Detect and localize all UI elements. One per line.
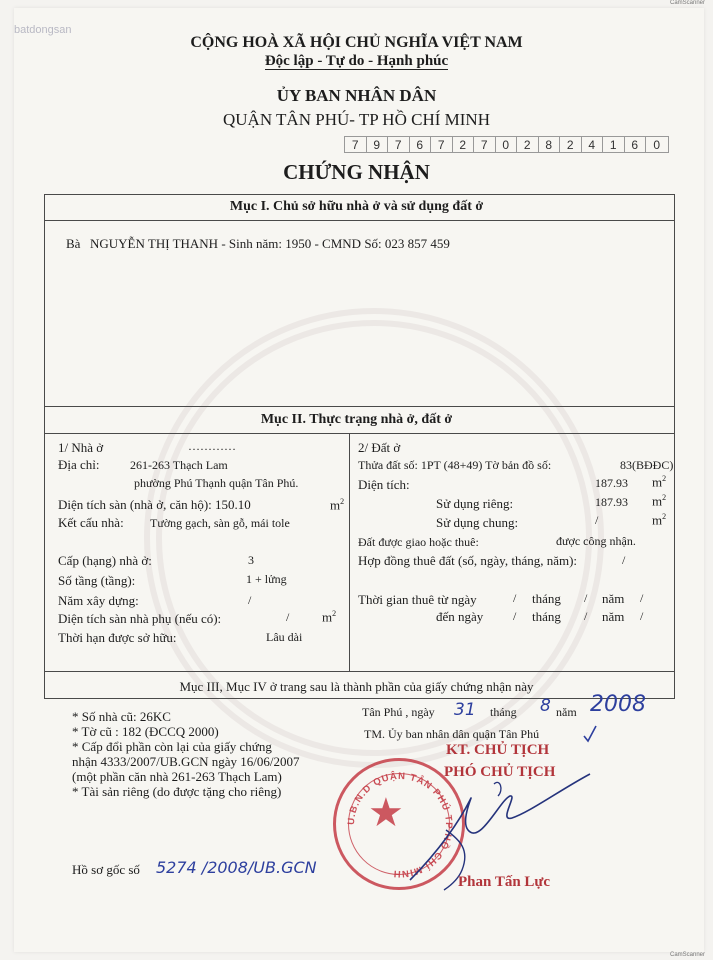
- lease-to-month-label: tháng: [532, 609, 561, 624]
- sign-tm-line: TM. Ủy ban nhân dân quận Tân Phú: [364, 727, 540, 741]
- scanner-label-top: CamScanner: [669, 0, 705, 6]
- house-grade-label: Cấp (hạng) nhà ở:: [58, 553, 152, 568]
- serial-digit: 4: [582, 137, 604, 152]
- land-private-unit: $m^2$: [652, 493, 667, 509]
- land-lease-value: /: [622, 553, 626, 567]
- serial-digit: 1: [603, 137, 625, 152]
- stamp-text: U.B.N.D QUẬN TÂN PHÚ TP HỒ CHÍ MINH: [345, 770, 455, 880]
- lease-to-label: đến ngày: [436, 609, 484, 624]
- serial-digit: 7: [388, 137, 410, 152]
- land-allocation-value: được công nhận.: [556, 534, 636, 548]
- divider: [45, 406, 674, 407]
- note-line: * Số nhà cũ: 26KC: [72, 709, 171, 724]
- house-term-label: Thời hạn được sở hữu:: [58, 630, 177, 645]
- note-line: (một phần căn nhà 261-263 Thạch Lam): [72, 769, 282, 784]
- note-line: * Tài sản riêng (do được tặng cho riêng): [72, 784, 282, 799]
- land-private-label: Sử dụng riêng:: [436, 496, 514, 511]
- note-line: nhận 4333/2007/UB.GCN ngày 16/06/2007: [72, 754, 300, 769]
- lease-from-day: /: [513, 591, 517, 605]
- house-address-label: Địa chỉ:: [58, 457, 100, 472]
- land-allocation-label: Đất được giao hoặc thuê:: [358, 535, 479, 549]
- note-line: * Tờ cũ : 182 (ĐCCQ 2000): [72, 724, 219, 739]
- divider: [45, 671, 674, 672]
- agency-title: ỦY BAN NHÂN DÂN: [276, 86, 437, 105]
- house-aux-area-unit: $m^2$: [322, 609, 337, 625]
- owner-prefix: Bà: [66, 236, 81, 251]
- land-private-value: 187.93: [595, 495, 628, 509]
- house-floor-area-unit: $m^2$: [330, 497, 345, 513]
- lease-to-day: /: [513, 609, 517, 623]
- sign-month: 8: [540, 696, 551, 716]
- sign-day: 31: [454, 700, 476, 720]
- serial-number: [344, 136, 669, 153]
- serial-digit: 0: [496, 137, 518, 152]
- lease-from-month-label: tháng: [532, 591, 561, 606]
- serial-digit: 8: [539, 137, 561, 152]
- house-floor-area: [58, 497, 251, 513]
- section-footer-note: Mục III, Mục IV ở trang sau là thành phần của giấy chứng nhận này: [179, 679, 534, 694]
- column-divider: [349, 433, 350, 671]
- watermark-logo: batdongsan: [14, 24, 72, 36]
- land-shared-label: Sử dụng chung:: [436, 515, 519, 530]
- land-parcel-value: 83(BĐĐC): [620, 458, 674, 472]
- land-shared-value: /: [595, 513, 599, 527]
- house-aux-area-label: Diện tích sàn nhà phụ (nếu có):: [58, 611, 222, 626]
- section1-heading: Mục I. Chủ sở hữu nhà ở và sử dụng đất ở: [229, 199, 484, 214]
- house-term-value: Lâu dài: [266, 630, 303, 644]
- house-floors-label: Số tầng (tầng):: [58, 573, 136, 588]
- sign-year-label: năm: [556, 705, 577, 719]
- nation-title: CỘNG HOÀ XÃ HỘI CHỦ NGHĨA VIỆT NAM: [190, 34, 523, 51]
- motto: [0, 53, 713, 70]
- checkmark-icon: [582, 724, 598, 744]
- serial-digit: 6: [625, 137, 647, 152]
- lease-to-year-label: năm: [602, 609, 625, 624]
- sign-place: Tân Phú , ngày: [362, 705, 435, 719]
- land-title: 2/ Đất ở: [358, 440, 401, 455]
- signer-name: Phan Tấn Lực: [458, 874, 551, 890]
- lease-to-year: /: [640, 609, 644, 623]
- divider: [45, 433, 674, 434]
- district-title: QUẬN TÂN PHÚ- TP HỒ CHÍ MINH: [223, 110, 490, 129]
- record-value: 5274 /2008/UB.GCN: [156, 858, 317, 877]
- land-lease-label: Hợp đồng thuê đất (số, ngày, tháng, năm):: [358, 553, 578, 568]
- land-area-value: 187.93: [595, 476, 628, 490]
- land-shared-unit: $m^2$: [652, 512, 667, 528]
- sign-year: 2008: [590, 692, 646, 717]
- owner-details: NGUYỄN THỊ THANH - Sinh năm: 1950 - CMND Số: 023 857 459: [90, 236, 450, 251]
- house-title: 1/ Nhà ở: [58, 440, 104, 455]
- serial-digit: 7: [345, 137, 367, 152]
- house-year-label: Năm xây dựng:: [58, 593, 139, 608]
- house-structure-label: Kết cấu nhà:: [58, 515, 124, 530]
- lease-to-month: /: [584, 609, 588, 623]
- note-line: * Cấp đổi phần còn lại của giấy chứng: [72, 739, 272, 754]
- scanner-label-bottom: CamScanner: [669, 952, 705, 958]
- serial-digit: 9: [367, 137, 389, 152]
- house-year-value: /: [248, 593, 252, 607]
- serial-digit: 7: [474, 137, 496, 152]
- motto-text: Độc lập - Tự do - Hạnh phúc: [264, 53, 449, 69]
- serial-digit: 2: [560, 137, 582, 152]
- serial-digit: 6: [410, 137, 432, 152]
- land-area-label: Diện tích:: [358, 477, 410, 492]
- record-label: Hồ sơ gốc số: [72, 862, 140, 877]
- lease-from-year: /: [640, 591, 644, 605]
- sign-month-label: tháng: [490, 705, 517, 719]
- house-aux-area-value: /: [286, 610, 290, 624]
- lease-from-year-label: năm: [602, 591, 625, 606]
- divider: [45, 220, 674, 221]
- land-area-unit: $m^2$: [652, 474, 667, 490]
- serial-digit: 7: [431, 137, 453, 152]
- section2-heading: Mục II. Thực trạng nhà ở, đất ở: [260, 412, 453, 427]
- serial-digit: 2: [453, 137, 475, 152]
- serial-digit: 2: [517, 137, 539, 152]
- sign-kt-line: KT. CHỦ TỊCH: [446, 742, 550, 758]
- house-dots: …………: [188, 439, 236, 453]
- house-address-line1: 261-263 Thạch Lam: [130, 458, 228, 472]
- house-floor-area-label: Diện tích sàn (nhà ở, căn hộ): 150.10: [58, 497, 251, 512]
- star-icon: ★: [368, 790, 404, 835]
- house-grade-value: 3: [248, 553, 254, 567]
- house-floors-value: 1 + lửng: [246, 572, 287, 586]
- lease-from-month: /: [584, 591, 588, 605]
- sign-vice-line: PHÓ CHỦ TỊCH: [444, 764, 556, 780]
- certificate-title: CHỨNG NHẬN: [283, 160, 430, 184]
- house-structure-value: Tường gạch, sàn gỗ, mái tole: [150, 516, 290, 530]
- lease-from-label: Thời gian thuê từ ngày: [358, 592, 477, 607]
- land-parcel-label: Thửa đất số: 1PT (48+49) Tờ bản đồ số:: [358, 458, 552, 472]
- serial-digit: 0: [653, 138, 661, 152]
- house-address-line2: phường Phú Thạnh quận Tân Phú.: [134, 476, 299, 490]
